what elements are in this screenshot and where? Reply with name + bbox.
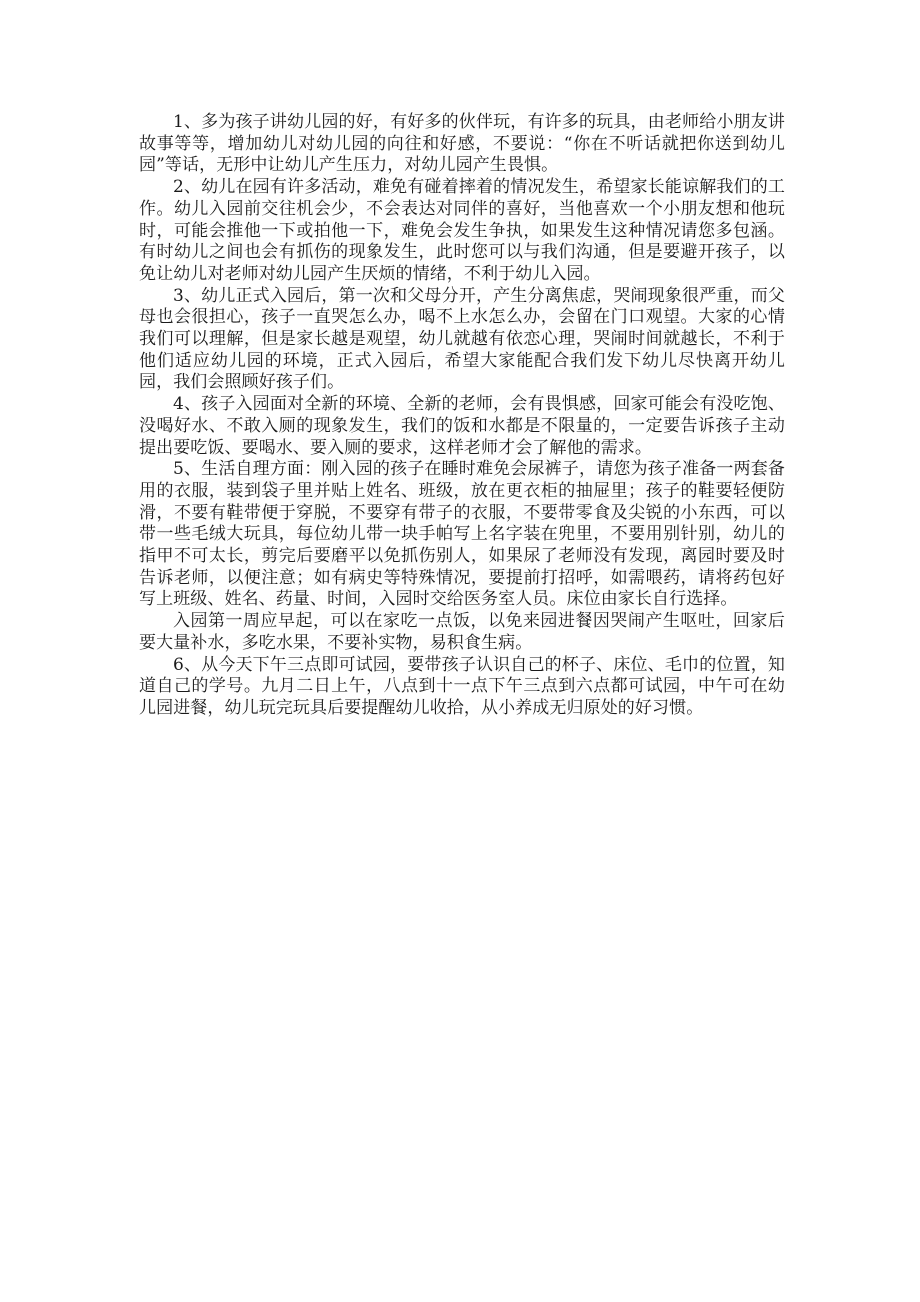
paragraph-4: 4、孩子入园面对全新的环境、全新的老师，会有畏惧感，回家可能会有没吃饱、没喝好水、不敢入厕的现象发生，我们的饭和水都是不限量的，一定要告诉孩子主动提出要吃饭、要喝水、要入厕的要求，这样老师才会了解他的需求。 [139, 394, 785, 458]
paragraph-3: 3、幼儿正式入园后，第一次和父母分开，产生分离焦虑，哭闹现象很严重，而父母也会很担心，孩子一直哭怎么办，喝不上水怎么办，会留在门口观望。大家的心情我们可以理解，但是家长越是观望，幼儿就越有依恋心理，哭闹时间就越长，不利于他们适应幼儿园的环境，正式入园后，希望大家能配合我们发下幼儿尽快离开幼儿园，我们会照顾好孩子们。 [139, 285, 785, 393]
paragraph-5: 5、生活自理方面：刚入园的孩子在睡时难免会尿裤子，请您为孩子准备一两套备用的衣服，装到袋子里并贴上姓名、班级，放在更衣柜的抽屉里；孩子的鞋要轻便防滑，不要有鞋带便于穿脱，不要穿有带子的衣服，不要带零食及尖锐的小东西，可以带一些毛绒大玩具，每位幼儿带一块手帕写上名字装在兜里，不要用别针别，幼儿的指甲不可太长，剪完后要磨平以免抓伤别人，如果尿了老师没有发现，离园时要及时告诉老师，以便注意；如有病史等特殊情况，要提前打招呼，如需喂药，请将药包好写上班级、姓名、药量、时间，入园时交给医务室人员。床位由家长自行选择。 [139, 459, 785, 610]
paragraph-1: 1、多为孩子讲幼儿园的好，有好多的伙伴玩，有许多的玩具，由老师给小朋友讲故事等等，增加幼儿对幼儿园的向往和好感，不要说：“你在不听话就把你送到幼儿园”等话，无形中让幼儿产生压力，对幼儿园产生畏惧。 [139, 112, 785, 176]
document-body [139, 112, 785, 720]
paragraph-2: 2、幼儿在园有许多活动，难免有碰着摔着的情况发生，希望家长能谅解我们的工作。幼儿入园前交往机会少，不会表达对同伴的喜好，当他喜欢一个小朋友想和他玩时，可能会推他一下或拍他一下，难免会发生争执，如果发生这种情况请您多包涵。有时幼儿之间也会有抓伤的现象发生，此时您可以与我们沟通，但是要避开孩子，以免让幼儿对老师对幼儿园产生厌烦的情绪，不利于幼儿入园。 [139, 177, 785, 284]
paragraph-5-note: 入园第一周应早起，可以在家吃一点饭，以免来园进餐因哭闹产生呕吐，回家后要大量补水，多吃水果，不要补实物，易积食生病。 [139, 611, 785, 653]
paragraph-6: 6、从今天下午三点即可试园，要带孩子认识自己的杯子、床位、毛巾的位置，知道自己的学号。九月二日上午，八点到十一点下午三点到六点都可试园，中午可在幼儿园进餐，幼儿玩完玩具后要提醒幼儿收拾，从小养成无归原处的好习惯。 [139, 654, 785, 718]
